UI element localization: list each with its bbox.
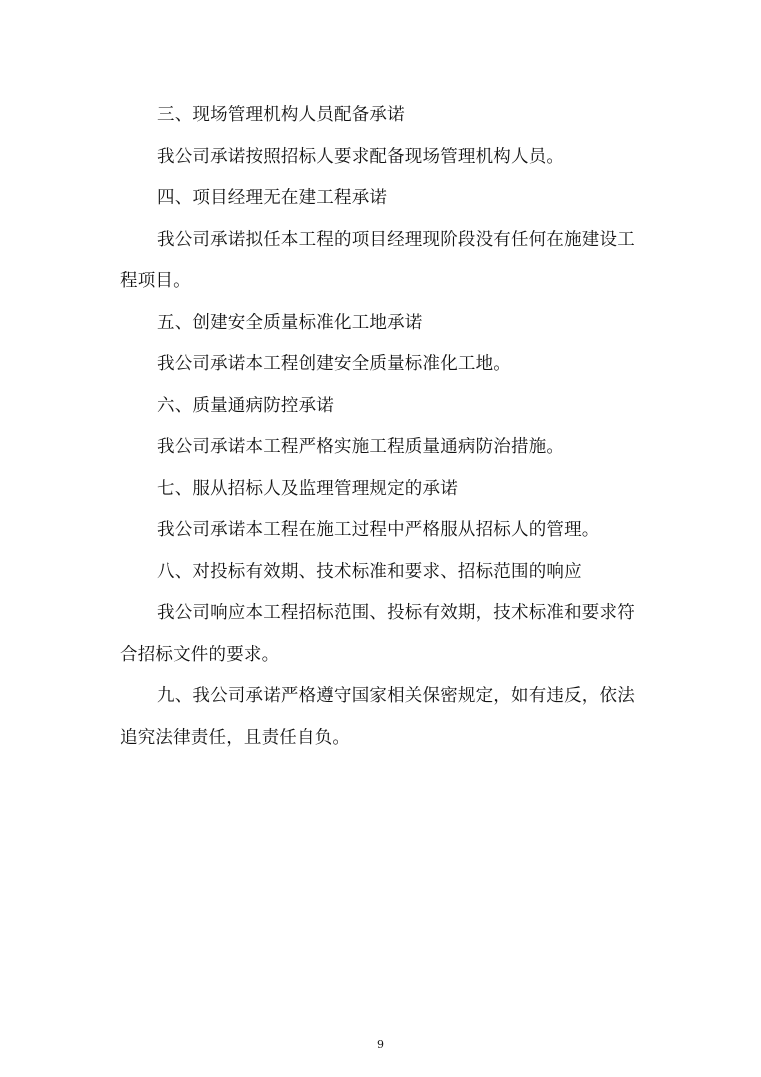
page-number: 9 xyxy=(377,1038,384,1051)
section-heading-5: 五、创建安全质量标准化工地承诺 xyxy=(157,312,423,333)
section-heading-9: 九、我公司承诺严格遵守国家相关保密规定，如有违反，依法追究法律责任，且责任自负。 xyxy=(120,686,635,748)
section-text-3: 我公司承诺按照招标人要求配备现场管理机构人员。 xyxy=(157,146,565,167)
section-heading-4: 四、项目经理无在建工程承诺 xyxy=(157,188,388,208)
section-heading-3: 三、现场管理机构人员配备承诺 xyxy=(157,105,405,125)
section-heading-6: 六、质量通病防控承诺 xyxy=(157,395,334,416)
section-text-7: 我公司承诺本工程在施工过程中严格服从招标人的管理。 xyxy=(157,520,600,540)
section-heading-8: 八、对投标有效期、技术标准和要求、招标范围的响应 xyxy=(157,561,582,582)
section-text-5: 我公司承诺本工程创建安全质量标准化工地。 xyxy=(157,354,511,374)
document-body xyxy=(120,95,640,759)
section-text-8: 我公司响应本工程招标范围、投标有效期，技术标准和要求符合招标文件的要求。 xyxy=(120,603,635,665)
section-heading-7: 七、服从招标人及监理管理规定的承诺 xyxy=(157,478,458,499)
section-text-6: 我公司承诺本工程严格实施工程质量通病防治措施。 xyxy=(157,437,565,457)
section-text-4: 我公司承诺拟任本工程的项目经理现阶段没有任何在施建设工程项目。 xyxy=(120,229,635,291)
